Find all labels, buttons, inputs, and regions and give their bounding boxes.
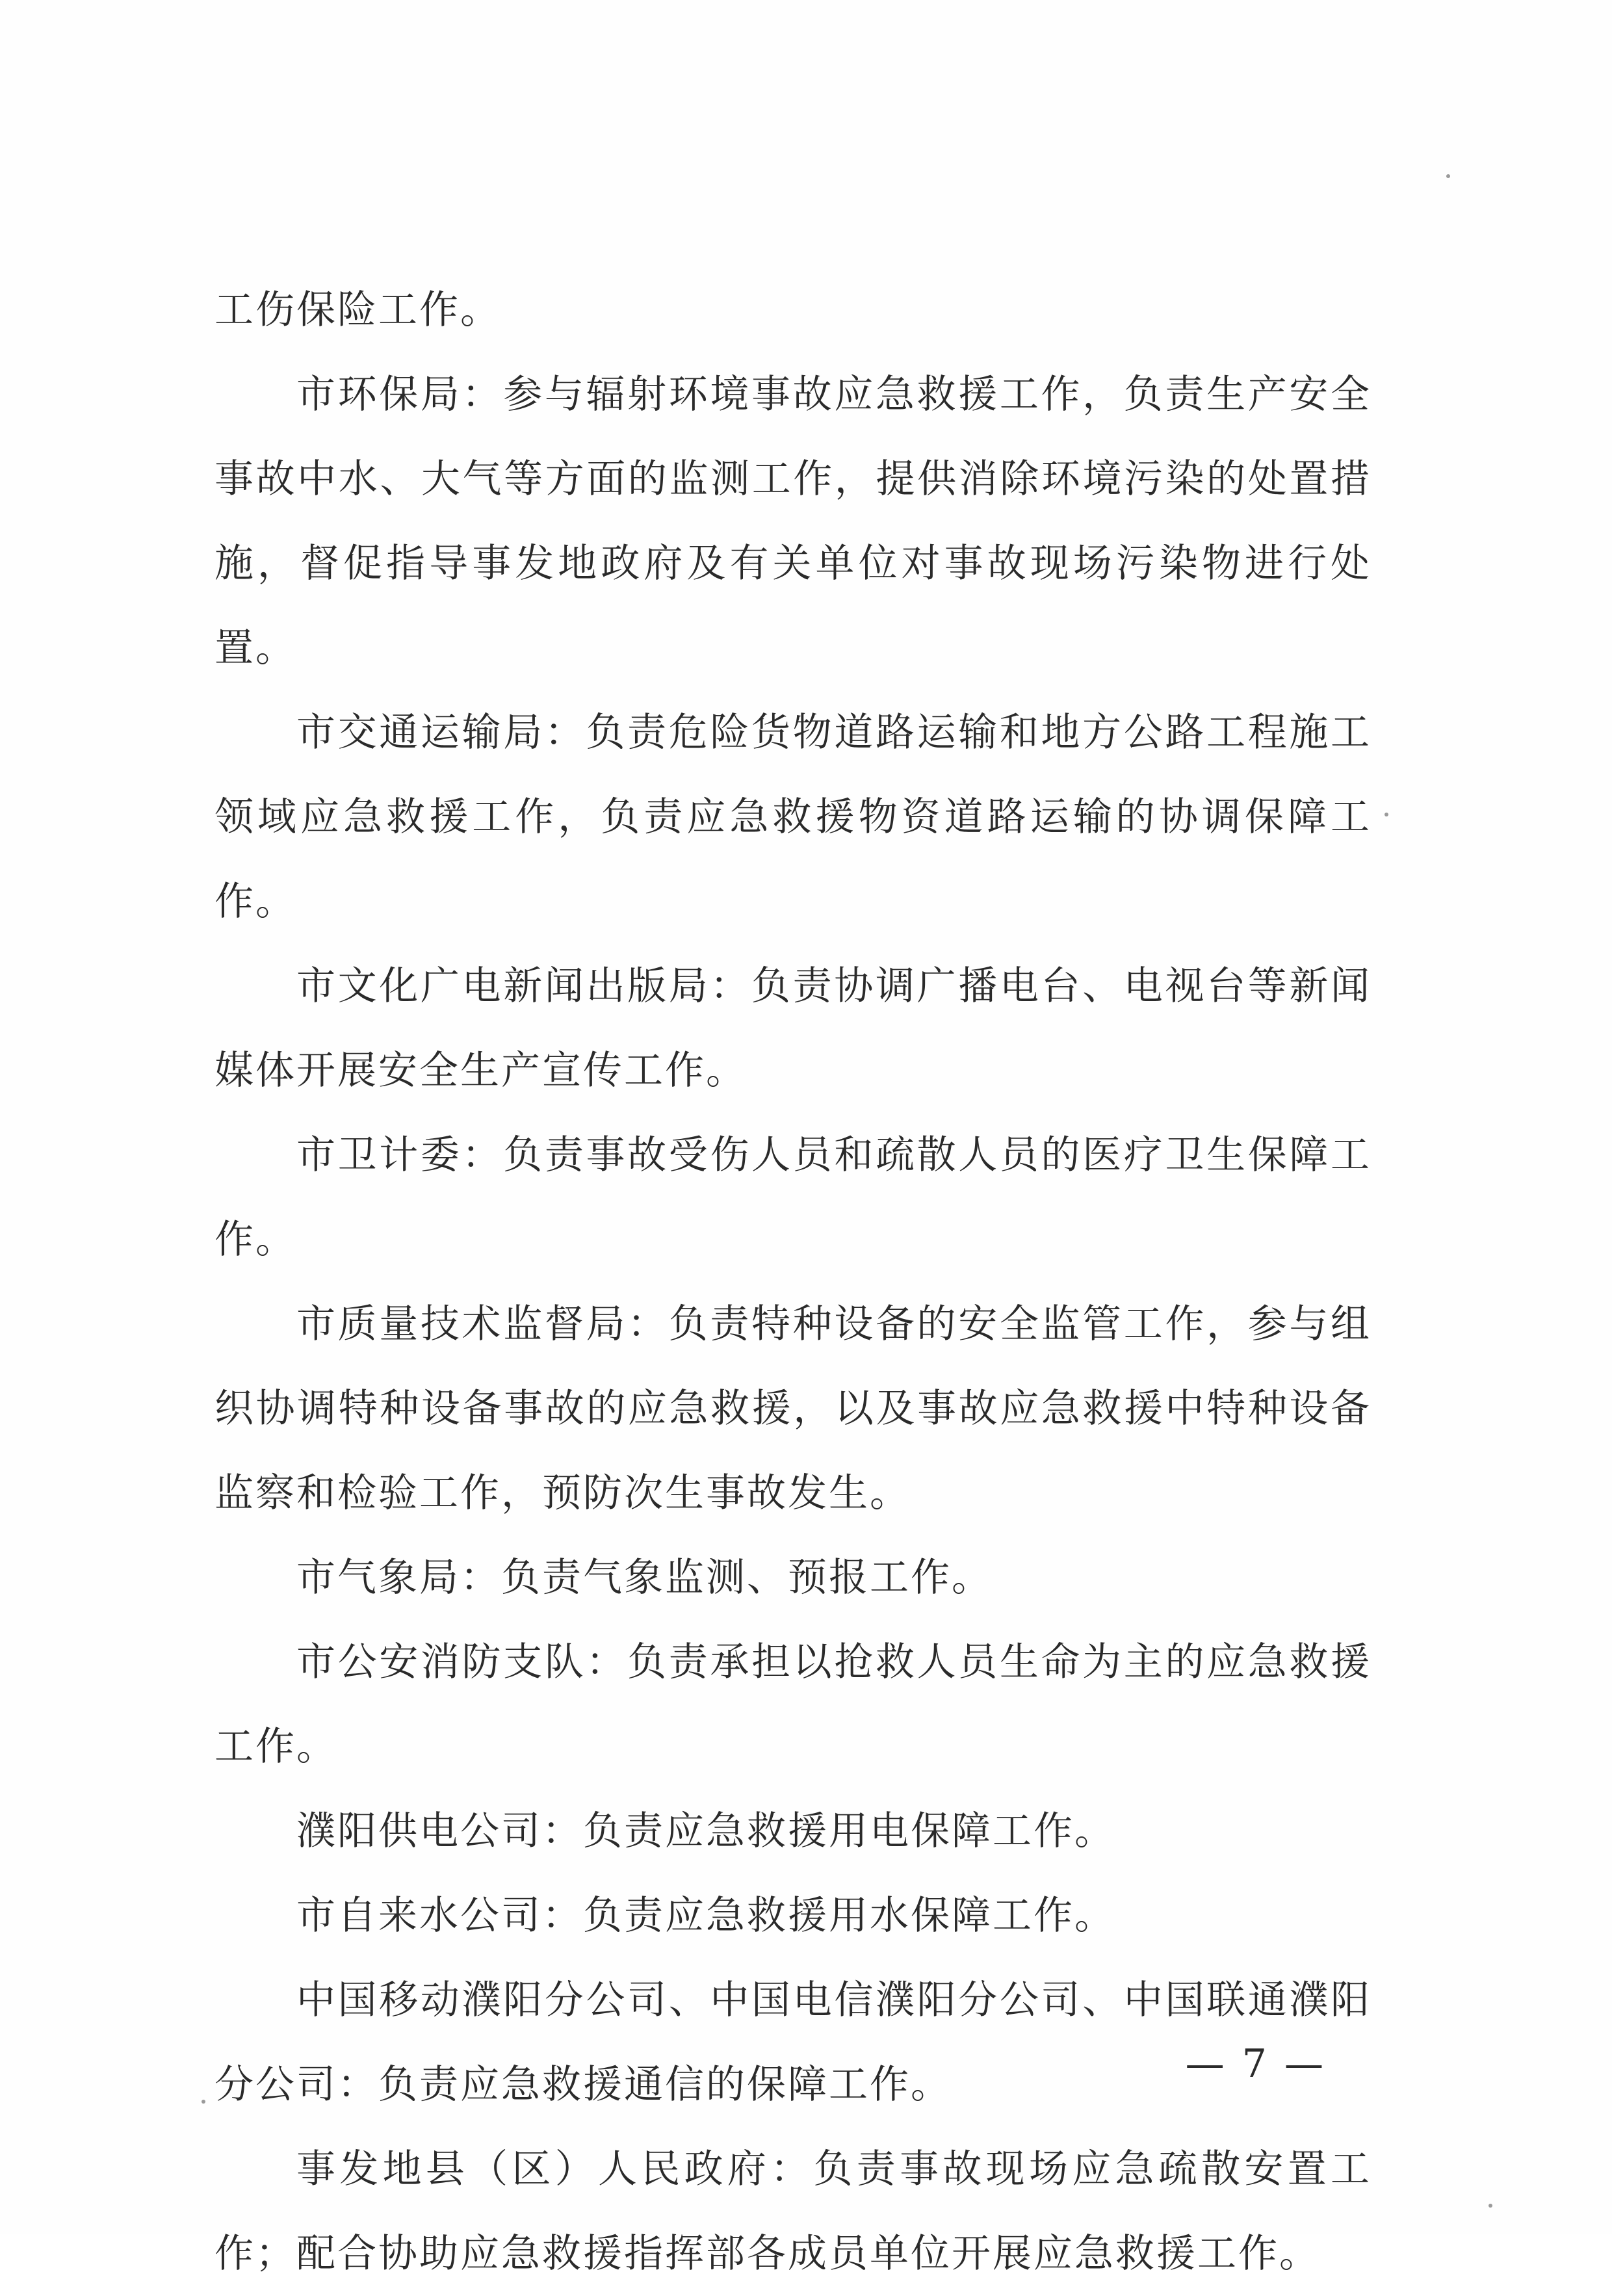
paragraph: 市环保局：参与辐射环境事故应急救援工作，负责生产安全事故中水、大气等方面的监测工作，提供消除环境污染的处置措施，督促指导事发地政府及有关单位对事故现场污染物进行处置。: [214, 372, 1372, 671]
scan-speck: [1384, 813, 1388, 816]
paragraph: 濮阳供电公司：负责应急救援用电保障工作。: [296, 1808, 1115, 1854]
document-body: [214, 268, 1372, 2296]
scan-speck: [1488, 2204, 1492, 2208]
paragraph: 事发地县（区）人民政府：负责事故现场应急疏散安置工作；配合协助应急救援指挥部各成员单位开展应急救援工作。: [214, 2146, 1372, 2276]
scan-speck: [202, 2100, 205, 2104]
paragraph: 市质量技术监督局：负责特种设备的安全监管工作，参与组织协调特种设备事故的应急救援，以及事故应急救援中特种设备监察和检验工作，预防次生事故发生。: [214, 1301, 1372, 1516]
paragraph: 市公安消防支队：负责承担以抢救人员生命为主的应急救援工作。: [214, 1639, 1372, 1769]
paragraph: 市自来水公司：负责应急救援用水保障工作。: [296, 1893, 1115, 1938]
paragraph: 中国移动濮阳分公司、中国电信濮阳分公司、中国联通濮阳分公司：负责应急救援通信的保障工作。: [214, 1977, 1372, 2107]
paragraph: 工伤保险工作。: [214, 287, 501, 333]
paragraph: 市文化广电新闻出版局：负责协调广播电台、电视台等新闻媒体开展安全生产宣传工作。: [214, 963, 1372, 1093]
page-number: — 7 —: [1185, 2041, 1326, 2087]
paragraph: 市卫计委：负责事故受伤人员和疏散人员的医疗卫生保障工作。: [214, 1132, 1372, 1262]
paragraph: 市气象局：负责气象监测、预报工作。: [296, 1555, 993, 1600]
scan-speck: [1446, 174, 1450, 178]
paragraph: 市交通运输局：负责危险货物道路运输和地方公路工程施工领域应急救援工作，负责应急救援物资道路运输的协调保障工作。: [214, 710, 1372, 924]
